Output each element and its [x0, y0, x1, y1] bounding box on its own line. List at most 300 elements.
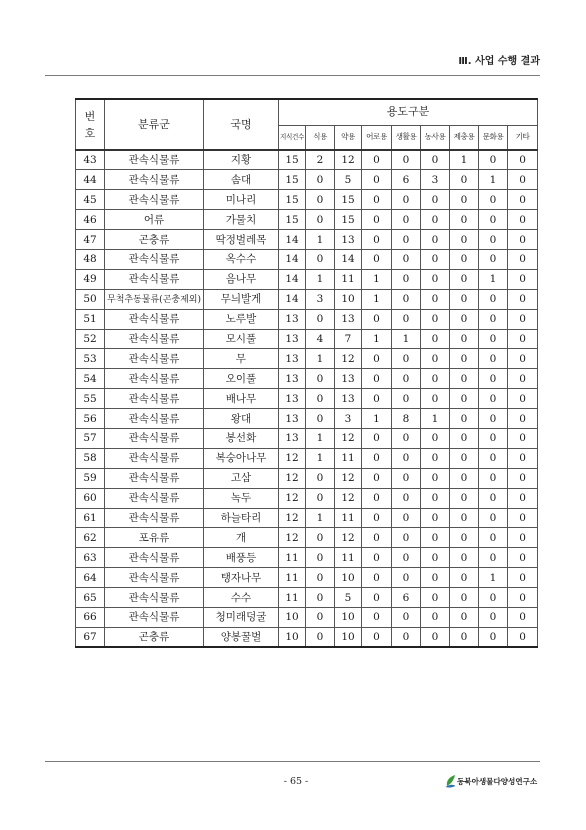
logo-leaf-shape [447, 775, 455, 786]
subheader-knowledge-count [279, 125, 306, 150]
food-use-count-cell [306, 488, 335, 508]
species-name-cell [204, 428, 279, 448]
farming-use-count-cell-text: 0 [431, 472, 439, 485]
species-name-cell-text: 음나무 [225, 273, 257, 286]
daily-life-use-count-cell-text: 0 [402, 511, 410, 524]
farming-use-count-cell [421, 269, 450, 289]
other-use-count-cell [508, 508, 538, 528]
daily-life-use-count-cell-text: 0 [402, 253, 410, 266]
knowledge-count-count-cell-text: 13 [285, 432, 299, 445]
taxon-group-cell-text: 포유류 [138, 531, 170, 544]
species-name-cell [204, 289, 279, 309]
fishing-use-count-cell-text: 0 [373, 472, 380, 485]
other-use-count-cell [508, 289, 538, 309]
taxon-group-cell [105, 607, 204, 627]
daily-life-use-count-cell-text: 0 [402, 531, 410, 544]
species-name-cell [204, 349, 279, 369]
insect-control-use-count-cell [450, 508, 479, 528]
cultural-use-count-cell-text: 1 [489, 173, 497, 186]
row-number-cell [76, 249, 105, 269]
knowledge-count-count-cell-text: 14 [285, 293, 299, 306]
farming-use-count-cell [421, 548, 450, 568]
cultural-use-count-cell [479, 369, 508, 389]
taxon-group-cell-text: 관속식물류 [128, 173, 180, 186]
medicinal-use-count-cell [335, 588, 362, 608]
row-number-cell-text: 43 [83, 154, 97, 167]
daily-life-use-count-cell-text: 0 [402, 233, 410, 246]
table-row [76, 508, 538, 528]
insect-control-use-count-cell [450, 289, 479, 309]
fishing-use-count-cell-text: 0 [373, 531, 380, 544]
other-use-count-cell [508, 528, 538, 548]
food-use-count-cell [306, 150, 335, 170]
fishing-use-count-cell-text: 0 [373, 372, 380, 385]
daily-life-use-count-cell [392, 349, 421, 369]
medicinal-use-count-cell-text: 12 [341, 531, 355, 544]
knowledge-count-count-cell-text: 11 [285, 551, 299, 564]
species-name-cell-text: 딱정벌레목 [215, 233, 267, 246]
knowledge-count-count-cell-text: 14 [285, 273, 299, 286]
food-use-count-cell-text: 1 [316, 511, 324, 524]
insect-control-use-count-cell [450, 528, 479, 548]
knowledge-count-count-cell-text: 11 [285, 571, 299, 584]
row-number-cell-text: 44 [83, 173, 97, 186]
species-name-cell [204, 249, 279, 269]
taxon-group-cell-text: 곤충류 [138, 631, 170, 644]
medicinal-use-count-cell [335, 488, 362, 508]
food-use-count-cell-text: 0 [316, 392, 324, 405]
food-use-count-cell-text: 0 [316, 213, 324, 226]
taxon-group-cell [105, 508, 204, 528]
fishing-use-count-cell-text: 1 [373, 332, 380, 345]
cultural-use-count-cell-text: 0 [489, 492, 497, 505]
daily-life-use-count-cell-text: 0 [402, 392, 410, 405]
subheader-food-use [306, 125, 335, 150]
knowledge-count-count-cell [279, 150, 306, 170]
fishing-use-count-cell-text: 0 [373, 452, 380, 465]
farming-use-count-cell-text: 0 [431, 452, 439, 465]
taxon-group-cell-text: 관속식물류 [128, 511, 180, 524]
knowledge-count-count-cell-text: 13 [285, 412, 299, 425]
knowledge-count-count-cell-text: 10 [285, 611, 299, 624]
fishing-use-count-cell [362, 329, 392, 349]
insect-control-use-count-cell-text: 1 [460, 154, 468, 167]
taxon-group-cell-text: 관속식물류 [128, 571, 180, 584]
daily-life-use-count-cell-text: 6 [402, 591, 410, 604]
species-name-cell-text: 배나무 [225, 392, 257, 405]
food-use-count-cell-text: 1 [316, 452, 324, 465]
taxon-group-cell-text: 관속식물류 [128, 591, 180, 604]
medicinal-use-count-cell-text: 11 [341, 511, 355, 524]
cultural-use-count-cell [479, 568, 508, 588]
farming-use-count-cell-text: 0 [431, 193, 439, 206]
cultural-use-count-cell [479, 468, 508, 488]
insect-control-use-count-cell [450, 468, 479, 488]
insect-control-use-count-cell [450, 309, 479, 329]
cultural-use-count-cell [479, 588, 508, 608]
cultural-use-count-cell-text: 0 [489, 472, 497, 485]
table-row [76, 468, 538, 488]
taxon-group-cell [105, 309, 204, 329]
taxon-group-cell-text: 어류 [143, 213, 165, 226]
species-name-cell [204, 210, 279, 230]
insect-control-use-count-cell [450, 369, 479, 389]
other-use-count-cell [508, 150, 538, 170]
daily-life-use-count-cell [392, 508, 421, 528]
table-row [76, 409, 538, 429]
food-use-count-cell-text: 0 [316, 492, 324, 505]
cultural-use-count-cell-text: 0 [489, 631, 497, 644]
food-use-count-cell-text: 0 [316, 313, 324, 326]
medicinal-use-count-cell-text: 13 [341, 372, 355, 385]
taxon-group-cell [105, 428, 204, 448]
species-name-cell [204, 548, 279, 568]
insect-control-use-count-cell [450, 548, 479, 568]
knowledge-count-count-cell [279, 230, 306, 250]
knowledge-count-count-cell [279, 448, 306, 468]
daily-life-use-count-cell [392, 607, 421, 627]
daily-life-use-count-cell [392, 309, 421, 329]
fishing-use-count-cell-text: 0 [373, 154, 380, 167]
daily-life-use-count-cell-text: 0 [402, 472, 410, 485]
row-number-cell-text: 54 [83, 372, 97, 385]
food-use-count-cell-text: 0 [316, 611, 324, 624]
food-use-count-cell [306, 369, 335, 389]
cultural-use-count-cell-text: 0 [489, 193, 497, 206]
farming-use-count-cell-text: 0 [431, 611, 439, 624]
daily-life-use-count-cell-text: 0 [402, 452, 410, 465]
row-number-cell [76, 568, 105, 588]
daily-life-use-count-cell [392, 269, 421, 289]
medicinal-use-count-cell [335, 528, 362, 548]
taxon-group-cell-text: 관속식물류 [128, 154, 180, 167]
other-use-count-cell-text: 0 [519, 611, 526, 624]
medicinal-use-count-cell [335, 309, 362, 329]
knowledge-count-count-cell-text: 11 [285, 591, 299, 604]
cultural-use-count-cell-text: 0 [489, 432, 497, 445]
cultural-use-count-cell [479, 289, 508, 309]
species-name-cell [204, 389, 279, 409]
daily-life-use-count-cell [392, 170, 421, 190]
cultural-use-count-cell-text: 1 [489, 571, 497, 584]
knowledge-count-count-cell-text: 13 [285, 332, 299, 345]
subheader-farming-use-text: 농사용 [424, 132, 446, 142]
food-use-count-cell-text: 0 [316, 531, 324, 544]
table-row [76, 289, 538, 309]
food-use-count-cell [306, 329, 335, 349]
subheader-knowledge-count-text: 지식건수 [280, 133, 304, 142]
farming-use-count-cell [421, 488, 450, 508]
farming-use-count-cell [421, 150, 450, 170]
taxon-group-cell-text: 관속식물류 [128, 551, 180, 564]
food-use-count-cell-text: 1 [316, 273, 324, 286]
row-number-cell-text: 64 [83, 571, 97, 584]
table-row [76, 249, 538, 269]
subheader-cultural-use [479, 125, 508, 150]
fishing-use-count-cell [362, 190, 392, 210]
footer-rule [45, 761, 540, 762]
table-row [76, 170, 538, 190]
other-use-count-cell-text: 0 [519, 372, 526, 385]
fishing-use-count-cell [362, 428, 392, 448]
cultural-use-count-cell [479, 349, 508, 369]
insect-control-use-count-cell-text: 0 [460, 492, 468, 505]
row-number-cell [76, 448, 105, 468]
food-use-count-cell [306, 190, 335, 210]
farming-use-count-cell-text: 0 [431, 273, 439, 286]
fishing-use-count-cell-text: 0 [373, 611, 380, 624]
fishing-use-count-cell [362, 309, 392, 329]
insect-control-use-count-cell-text: 0 [460, 591, 468, 604]
fishing-use-count-cell [362, 369, 392, 389]
farming-use-count-cell [421, 309, 450, 329]
table-row [76, 210, 538, 230]
farming-use-count-cell-text: 0 [431, 511, 439, 524]
fishing-use-count-cell [362, 627, 392, 647]
knowledge-count-count-cell [279, 170, 306, 190]
cultural-use-count-cell [479, 448, 508, 468]
cultural-use-count-cell [479, 249, 508, 269]
insect-control-use-count-cell-text: 0 [460, 293, 468, 306]
cultural-use-count-cell-text: 1 [489, 273, 497, 286]
row-number-cell [76, 210, 105, 230]
farming-use-count-cell [421, 508, 450, 528]
knowledge-count-count-cell-text: 15 [285, 213, 299, 226]
insect-control-use-count-cell [450, 349, 479, 369]
species-name-cell [204, 269, 279, 289]
table-row [76, 548, 538, 568]
medicinal-use-count-cell [335, 627, 362, 647]
farming-use-count-cell-text: 0 [431, 352, 439, 365]
taxon-group-cell [105, 528, 204, 548]
food-use-count-cell-text: 0 [316, 372, 324, 385]
farming-use-count-cell [421, 607, 450, 627]
other-use-count-cell [508, 309, 538, 329]
subheader-other-use [508, 125, 538, 150]
insect-control-use-count-cell-text: 0 [460, 313, 468, 326]
row-number-cell [76, 170, 105, 190]
food-use-count-cell [306, 389, 335, 409]
insect-control-use-count-cell-text: 0 [460, 352, 468, 365]
insect-control-use-count-cell [450, 607, 479, 627]
species-name-cell [204, 190, 279, 210]
knowledge-count-count-cell [279, 568, 306, 588]
insect-control-use-count-cell-text: 0 [460, 392, 468, 405]
food-use-count-cell [306, 548, 335, 568]
row-number-cell [76, 607, 105, 627]
species-name-cell-text: 고삼 [230, 472, 252, 485]
cultural-use-count-cell [479, 210, 508, 230]
table-row [76, 488, 538, 508]
table-row [76, 448, 538, 468]
insect-control-use-count-cell-text: 0 [460, 173, 468, 186]
knowledge-count-count-cell [279, 528, 306, 548]
medicinal-use-count-cell-text: 10 [341, 611, 355, 624]
subheader-fishing-use [362, 125, 392, 150]
row-number-cell [76, 329, 105, 349]
species-name-cell-text: 옥수수 [225, 253, 257, 266]
fishing-use-count-cell [362, 568, 392, 588]
fishing-use-count-cell-text: 0 [373, 551, 380, 564]
row-number-cell-text: 65 [83, 591, 97, 604]
species-name-cell [204, 468, 279, 488]
farming-use-count-cell-text: 0 [431, 233, 439, 246]
knowledge-count-count-cell-text: 12 [285, 511, 299, 524]
other-use-count-cell [508, 548, 538, 568]
column-header-species-name: 국명 [204, 99, 279, 150]
other-use-count-cell [508, 369, 538, 389]
species-name-cell [204, 230, 279, 250]
knowledge-count-count-cell-text: 10 [285, 631, 299, 644]
farming-use-count-cell [421, 170, 450, 190]
row-number-cell-text: 66 [83, 611, 97, 624]
row-number-cell [76, 588, 105, 608]
farming-use-count-cell [421, 588, 450, 608]
daily-life-use-count-cell [392, 448, 421, 468]
taxon-group-cell [105, 269, 204, 289]
daily-life-use-count-cell-text: 6 [402, 173, 410, 186]
knowledge-count-count-cell [279, 468, 306, 488]
medicinal-use-count-cell-text: 11 [341, 273, 355, 286]
species-name-cell-text: 노루발 [225, 313, 257, 326]
insect-control-use-count-cell [450, 428, 479, 448]
insect-control-use-count-cell-text: 0 [460, 452, 468, 465]
subheader-daily-life-use-text: 생활용 [395, 132, 417, 142]
daily-life-use-count-cell-text: 0 [402, 193, 410, 206]
species-name-cell-text: 양봉꿀벌 [220, 631, 262, 644]
subheader-insect-control-use-text: 제충용 [453, 132, 475, 142]
medicinal-use-count-cell-text: 10 [341, 631, 355, 644]
other-use-count-cell [508, 329, 538, 349]
fishing-use-count-cell-text: 1 [373, 293, 380, 306]
row-number-cell-text: 46 [83, 213, 97, 226]
row-number-cell-text: 61 [83, 511, 97, 524]
food-use-count-cell [306, 170, 335, 190]
table-row [76, 309, 538, 329]
fishing-use-count-cell-text: 0 [373, 631, 380, 644]
cultural-use-count-cell [479, 428, 508, 448]
medicinal-use-count-cell [335, 249, 362, 269]
row-number-cell [76, 309, 105, 329]
farming-use-count-cell-text: 0 [431, 213, 439, 226]
medicinal-use-count-cell [335, 289, 362, 309]
fishing-use-count-cell [362, 210, 392, 230]
medicinal-use-count-cell [335, 150, 362, 170]
fishing-use-count-cell [362, 548, 392, 568]
other-use-count-cell-text: 0 [519, 213, 526, 226]
cultural-use-count-cell-text: 0 [489, 611, 497, 624]
cultural-use-count-cell [479, 269, 508, 289]
insect-control-use-count-cell-text: 0 [460, 412, 468, 425]
insect-control-use-count-cell [450, 588, 479, 608]
medicinal-use-count-cell-text: 13 [341, 233, 355, 246]
daily-life-use-count-cell [392, 428, 421, 448]
insect-control-use-count-cell-text: 0 [460, 273, 468, 286]
fishing-use-count-cell-text: 0 [373, 352, 380, 365]
row-number-cell-text: 57 [83, 432, 97, 445]
daily-life-use-count-cell [392, 190, 421, 210]
row-number-cell [76, 428, 105, 448]
other-use-count-cell-text: 0 [519, 352, 526, 365]
medicinal-use-count-cell [335, 210, 362, 230]
cultural-use-count-cell-text: 0 [489, 332, 497, 345]
species-name-cell-text: 무 [235, 352, 247, 365]
medicinal-use-count-cell [335, 428, 362, 448]
other-use-count-cell-text: 0 [519, 154, 526, 167]
row-number-cell [76, 409, 105, 429]
species-name-cell-text: 하늘타리 [220, 511, 262, 524]
species-name-cell-text: 복숭아나무 [215, 452, 267, 465]
taxon-group-cell [105, 170, 204, 190]
food-use-count-cell-text: 0 [316, 253, 324, 266]
daily-life-use-count-cell-text: 0 [402, 372, 410, 385]
institute-logo-icon [445, 774, 456, 788]
table-row [76, 528, 538, 548]
daily-life-use-count-cell [392, 627, 421, 647]
fishing-use-count-cell [362, 607, 392, 627]
medicinal-use-count-cell-text: 11 [341, 452, 355, 465]
knowledge-count-count-cell [279, 588, 306, 608]
food-use-count-cell [306, 448, 335, 468]
row-number-cell [76, 150, 105, 170]
table-row [76, 329, 538, 349]
farming-use-count-cell-text: 0 [431, 492, 439, 505]
farming-use-count-cell [421, 627, 450, 647]
taxon-group-cell-text: 관속식물류 [128, 472, 180, 485]
farming-use-count-cell-text: 1 [431, 412, 439, 425]
insect-control-use-count-cell-text: 0 [460, 432, 468, 445]
header-rule [45, 75, 540, 76]
food-use-count-cell-text: 0 [316, 551, 324, 564]
insect-control-use-count-cell [450, 190, 479, 210]
cultural-use-count-cell-text: 0 [489, 352, 497, 365]
farming-use-count-cell [421, 428, 450, 448]
medicinal-use-count-cell [335, 369, 362, 389]
food-use-count-cell [306, 468, 335, 488]
food-use-count-cell [306, 588, 335, 608]
other-use-count-cell-text: 0 [519, 253, 526, 266]
cultural-use-count-cell-text: 0 [489, 511, 497, 524]
medicinal-use-count-cell-text: 12 [341, 154, 355, 167]
table-row [76, 627, 538, 647]
farming-use-count-cell [421, 249, 450, 269]
subheader-medicinal-use-text: 약용 [341, 132, 355, 142]
running-header-title: Ⅲ. 사업 수행 결과 [458, 56, 540, 67]
taxon-group-cell [105, 389, 204, 409]
other-use-count-cell [508, 588, 538, 608]
taxon-group-cell-text: 관속식물류 [128, 273, 180, 286]
row-number-cell [76, 528, 105, 548]
row-number-cell-text: 45 [83, 193, 97, 206]
medicinal-use-count-cell-text: 13 [341, 392, 355, 405]
cultural-use-count-cell-text: 0 [489, 313, 497, 326]
medicinal-use-count-cell-text: 12 [341, 492, 355, 505]
cultural-use-count-cell-text: 0 [489, 293, 497, 306]
fishing-use-count-cell-text: 0 [373, 511, 380, 524]
cultural-use-count-cell-text: 0 [489, 233, 497, 246]
fishing-use-count-cell-text: 1 [373, 273, 380, 286]
species-name-cell [204, 369, 279, 389]
fishing-use-count-cell [362, 230, 392, 250]
species-name-cell [204, 150, 279, 170]
taxon-group-cell [105, 349, 204, 369]
knowledge-count-count-cell-text: 12 [285, 531, 299, 544]
cultural-use-count-cell [479, 389, 508, 409]
knowledge-count-count-cell-text: 15 [285, 173, 299, 186]
column-header-taxon-group: 분류군 [105, 99, 204, 150]
food-use-count-cell [306, 289, 335, 309]
cultural-use-count-cell [479, 309, 508, 329]
